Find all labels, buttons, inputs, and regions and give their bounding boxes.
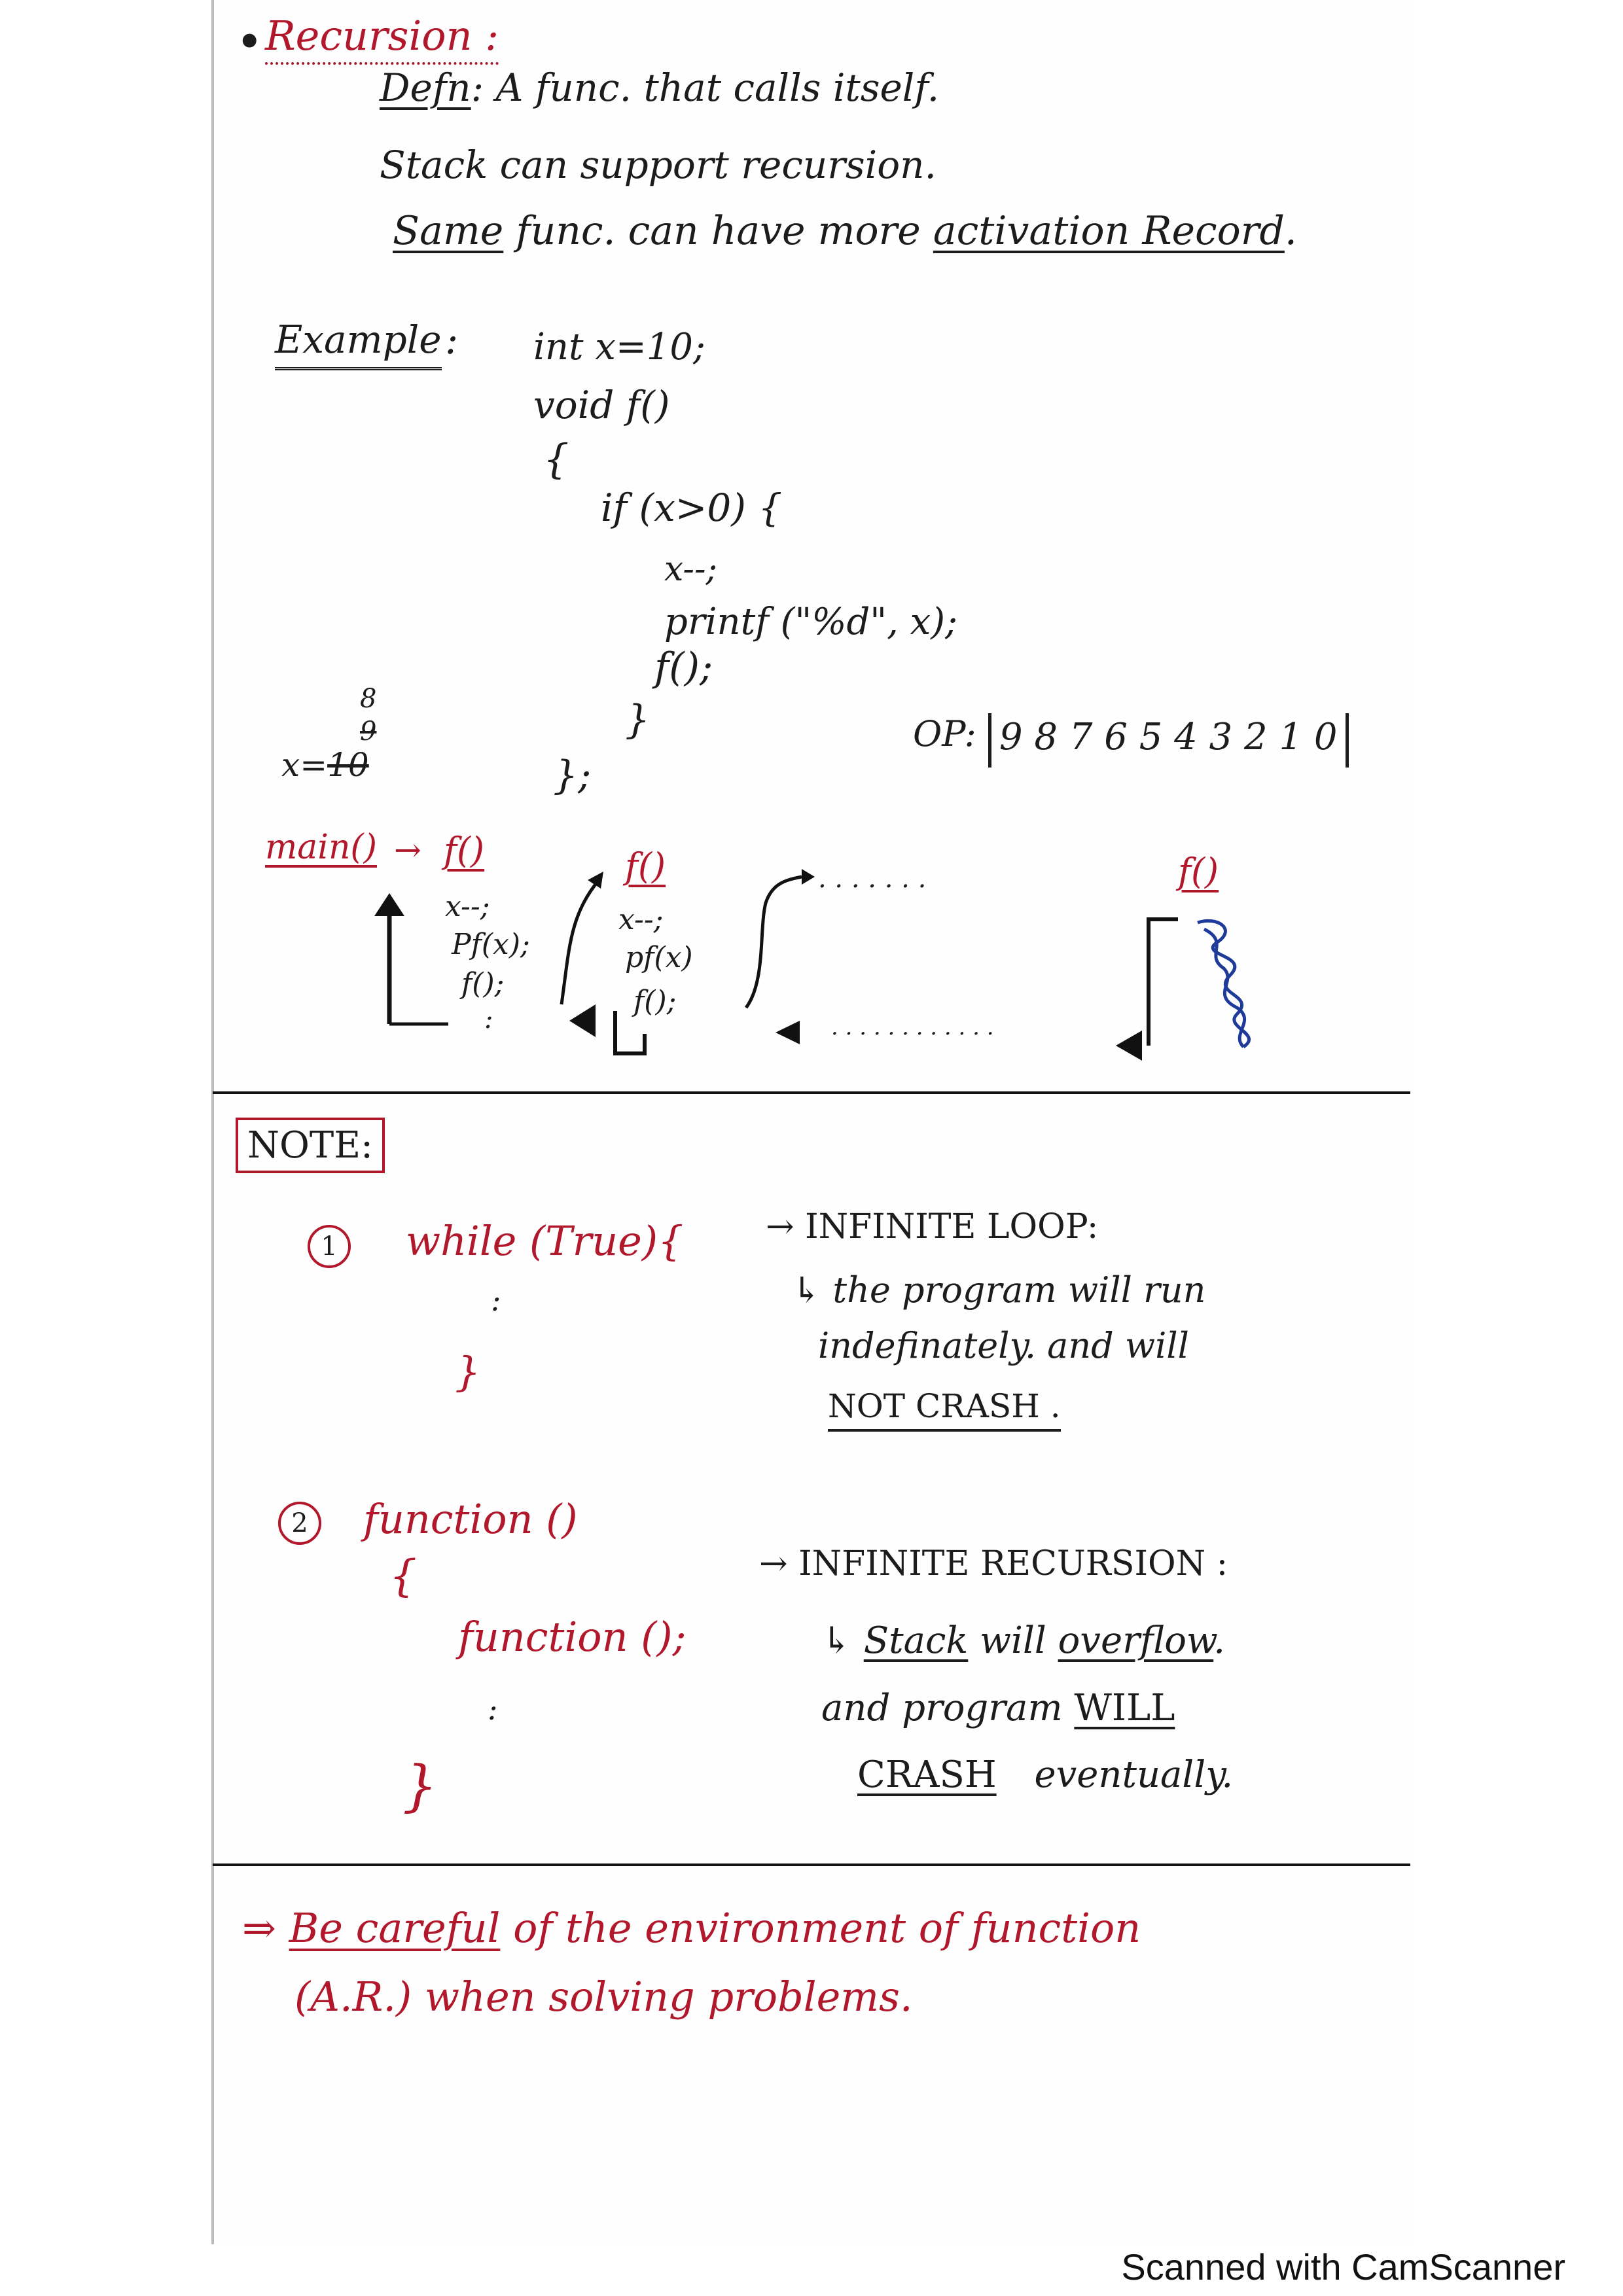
note-item-2-desc-2 xyxy=(821,1687,1175,1729)
note-item-2-code-5: } xyxy=(402,1754,438,1818)
activation-mid: can have more xyxy=(628,208,921,254)
section-divider-1 xyxy=(213,1091,1410,1094)
call-curve-2 xyxy=(746,877,802,1008)
note-label: NOTE: xyxy=(236,1118,385,1173)
trace-f1-call: f() xyxy=(444,830,485,871)
note-item-2-desc-1 xyxy=(821,1619,1225,1662)
note-item-1-code-1: while (True){ xyxy=(406,1217,684,1265)
trace-dots-bottom: . . . . . . . . . . . . xyxy=(831,1014,994,1040)
note-item-1-desc-3: NOT CRASH . xyxy=(828,1387,1061,1432)
note-item-1-desc-1: ↳ the program will run xyxy=(792,1269,1206,1311)
output-values: 9 8 7 6 5 4 3 2 1 0 xyxy=(988,713,1349,768)
stack-line: Stack can support recursion. xyxy=(380,143,936,187)
stack-word: Stack xyxy=(863,1619,969,1662)
example-colon: : xyxy=(445,317,459,363)
page-title: Recursion : xyxy=(265,12,499,65)
same-word: Same xyxy=(393,208,504,254)
and-program: and program xyxy=(821,1687,1063,1729)
footer-line-1 xyxy=(242,1904,1141,1952)
eventually-word: eventually. xyxy=(1034,1754,1234,1796)
return-bracket-last xyxy=(1149,919,1178,1046)
call-arrowhead-2 xyxy=(802,869,815,885)
note-item-2-code-2: { xyxy=(389,1551,417,1601)
footer-arrow: ⇒ xyxy=(242,1904,276,1952)
return-arrowhead-main xyxy=(374,893,404,916)
trace-f1-line-3: f(); xyxy=(461,967,505,1000)
return-arrowhead-2 xyxy=(776,1021,800,1044)
be-careful: Be careful xyxy=(289,1904,501,1952)
trace-f2-call: f() xyxy=(625,845,666,887)
x-value-8: 8 xyxy=(360,684,377,714)
return-arrowhead-1 xyxy=(569,1004,596,1037)
activation-end: . xyxy=(1284,208,1297,254)
note-item-2-desc-3 xyxy=(857,1754,1233,1796)
note-item-2-code-4: : xyxy=(488,1691,498,1727)
x-value-10: 10 xyxy=(327,746,369,784)
trace-f2-line-2: pf(x) xyxy=(625,941,693,974)
defn-text: : A func. that calls itself. xyxy=(471,65,940,110)
will-word: will xyxy=(980,1619,1046,1662)
x-value-9: 9 xyxy=(360,716,377,747)
code-line-1: int x=10; xyxy=(533,326,705,368)
note-item-2-number: 2 xyxy=(278,1502,321,1545)
footer-line-2: (A.R.) when solving problems. xyxy=(294,1973,913,2021)
example-label: Example xyxy=(275,317,442,370)
code-line-5: x--; xyxy=(664,550,718,589)
overflow-word: overflow xyxy=(1058,1619,1214,1662)
note-item-1-title: → INFINITE LOOP: xyxy=(766,1207,1099,1246)
activation-record: activation Record xyxy=(933,208,1285,254)
defn-label: Defn xyxy=(380,65,471,110)
call-curve-1 xyxy=(562,880,599,1004)
func-word: func. xyxy=(516,208,616,254)
camscanner-watermark: Scanned with CamScanner xyxy=(1121,2246,1565,2287)
crash-word: CRASH xyxy=(857,1754,997,1796)
code-line-9: }; xyxy=(553,752,592,798)
code-line-2: void f() xyxy=(533,383,670,427)
footer-line-1-rest: of the environment of function xyxy=(513,1904,1141,1952)
return-arrowhead-last xyxy=(1116,1031,1142,1061)
trace-main: main() xyxy=(265,828,378,867)
title-bullet: • xyxy=(236,14,264,69)
trace-f2-line-1: x--; xyxy=(618,903,664,936)
scribble-icon xyxy=(1198,921,1249,1047)
will-caps: WILL xyxy=(1074,1687,1175,1729)
trace-vertical-dots: : xyxy=(484,1004,493,1034)
overflow-end: . xyxy=(1213,1619,1226,1662)
code-line-7: f(); xyxy=(654,645,713,690)
code-line-4: if (x>0) { xyxy=(601,486,783,530)
output-label: OP: xyxy=(913,713,976,754)
x-prefix: x= xyxy=(281,746,328,784)
trace-f1-line-1: x--; xyxy=(445,890,490,923)
note-item-2-title: → INFINITE RECURSION : xyxy=(759,1544,1228,1583)
note-item-2-arrow: ↳ xyxy=(821,1619,852,1662)
note-item-1-desc-2: indefinately. and will xyxy=(818,1325,1189,1366)
code-line-8: } xyxy=(625,697,651,743)
note-item-2-code-3: function (); xyxy=(458,1613,687,1661)
trace-f1-line-2: Pf(x); xyxy=(452,928,530,961)
code-line-6: printf ("%d", x); xyxy=(664,601,957,643)
note-item-1-number: 1 xyxy=(308,1225,351,1268)
note-item-2-code-1: function () xyxy=(363,1495,578,1543)
note-item-1-code-2: : xyxy=(491,1282,501,1318)
trace-last-call: f() xyxy=(1178,851,1219,892)
trace-arrow: → xyxy=(394,831,421,869)
trace-f2-line-3: f(); xyxy=(633,985,677,1018)
trace-dots-top: . . . . . . . xyxy=(818,864,927,894)
note-item-1-code-3: } xyxy=(455,1348,481,1396)
return-bracket-1 xyxy=(615,1011,645,1053)
section-divider-2 xyxy=(213,1863,1410,1866)
code-line-3: { xyxy=(543,435,569,483)
